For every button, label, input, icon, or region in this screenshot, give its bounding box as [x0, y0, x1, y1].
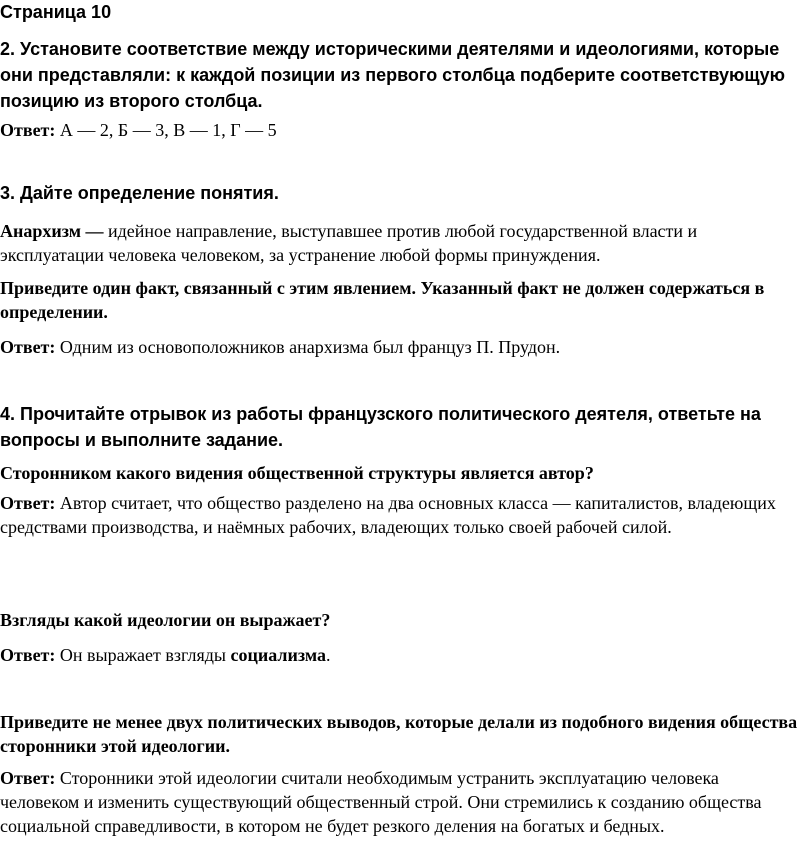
- answer-text: Одним из основоположников анархизма был француз П. Прудон.: [59, 337, 561, 357]
- answer-label: Ответ:: [0, 645, 56, 665]
- question-3-task: Приведите один факт, связанный с этим явлением. Указанный факт не должен содержаться в определении.: [0, 278, 765, 322]
- answer-text: Он выражает взгляды: [59, 645, 226, 665]
- question-4-answer-2: [0, 643, 800, 667]
- question-2-heading: 2. Установите соответствие между историческими деятелями и идеологиями, которые они представляли: к каждой позиции из первого столбца подберите соответствующую позицию из второго столбца.: [0, 39, 785, 111]
- answer-label: Ответ:: [0, 337, 56, 357]
- term-definition: [0, 219, 800, 267]
- question-4-heading: 4. Прочитайте отрывок из работы французского политического деятеля, ответьте на вопросы и выполните задание.: [0, 404, 761, 450]
- answer-text: Автор считает, что общество разделено на два основных класса — капиталистов, владеющих средствами производства, и наёмных рабочих, владеющих только своей рабочей силой.: [0, 493, 776, 537]
- question-4-sub-3: Приведите не менее двух политических выводов, которые делали из подобного видения общества сторонники этой идеологии.: [0, 712, 798, 756]
- answer-label: Ответ:: [0, 493, 56, 513]
- question-4-answer-3: [0, 766, 800, 838]
- answer-suffix: .: [325, 645, 331, 665]
- question-4-sub-2: Взгляды какой идеологии он выражает?: [0, 610, 331, 630]
- question-4-sub-1: Сторонником какого видения общественной структуры является автор?: [0, 463, 594, 483]
- term: Анархизм —: [0, 221, 104, 241]
- answer-highlight: социализма: [230, 645, 326, 665]
- question-3-answer: [0, 335, 800, 359]
- answer-text: А — 2, Б — 3, В — 1, Г — 5: [59, 120, 277, 140]
- question-4-answer-1: [0, 491, 800, 539]
- question-2-answer: [0, 118, 800, 142]
- answer-label: Ответ:: [0, 768, 56, 788]
- definition-text: идейное направление, выступавшее против любой государственной власти и эксплуатации человека человеком, за устранение любой формы принуждения.: [0, 221, 698, 265]
- answer-label: Ответ:: [0, 120, 56, 140]
- question-3-heading: 3. Дайте определение понятия.: [0, 183, 279, 203]
- page-title: Страница 10: [0, 2, 112, 22]
- answer-text: Сторонники этой идеологии считали необходимым устранить эксплуатацию человека человеком и изменить существующий общественный строй. Они стремились к созданию общества социальной справедливости, в котором не будет резкого деления на богатых и бедных.: [0, 768, 762, 836]
